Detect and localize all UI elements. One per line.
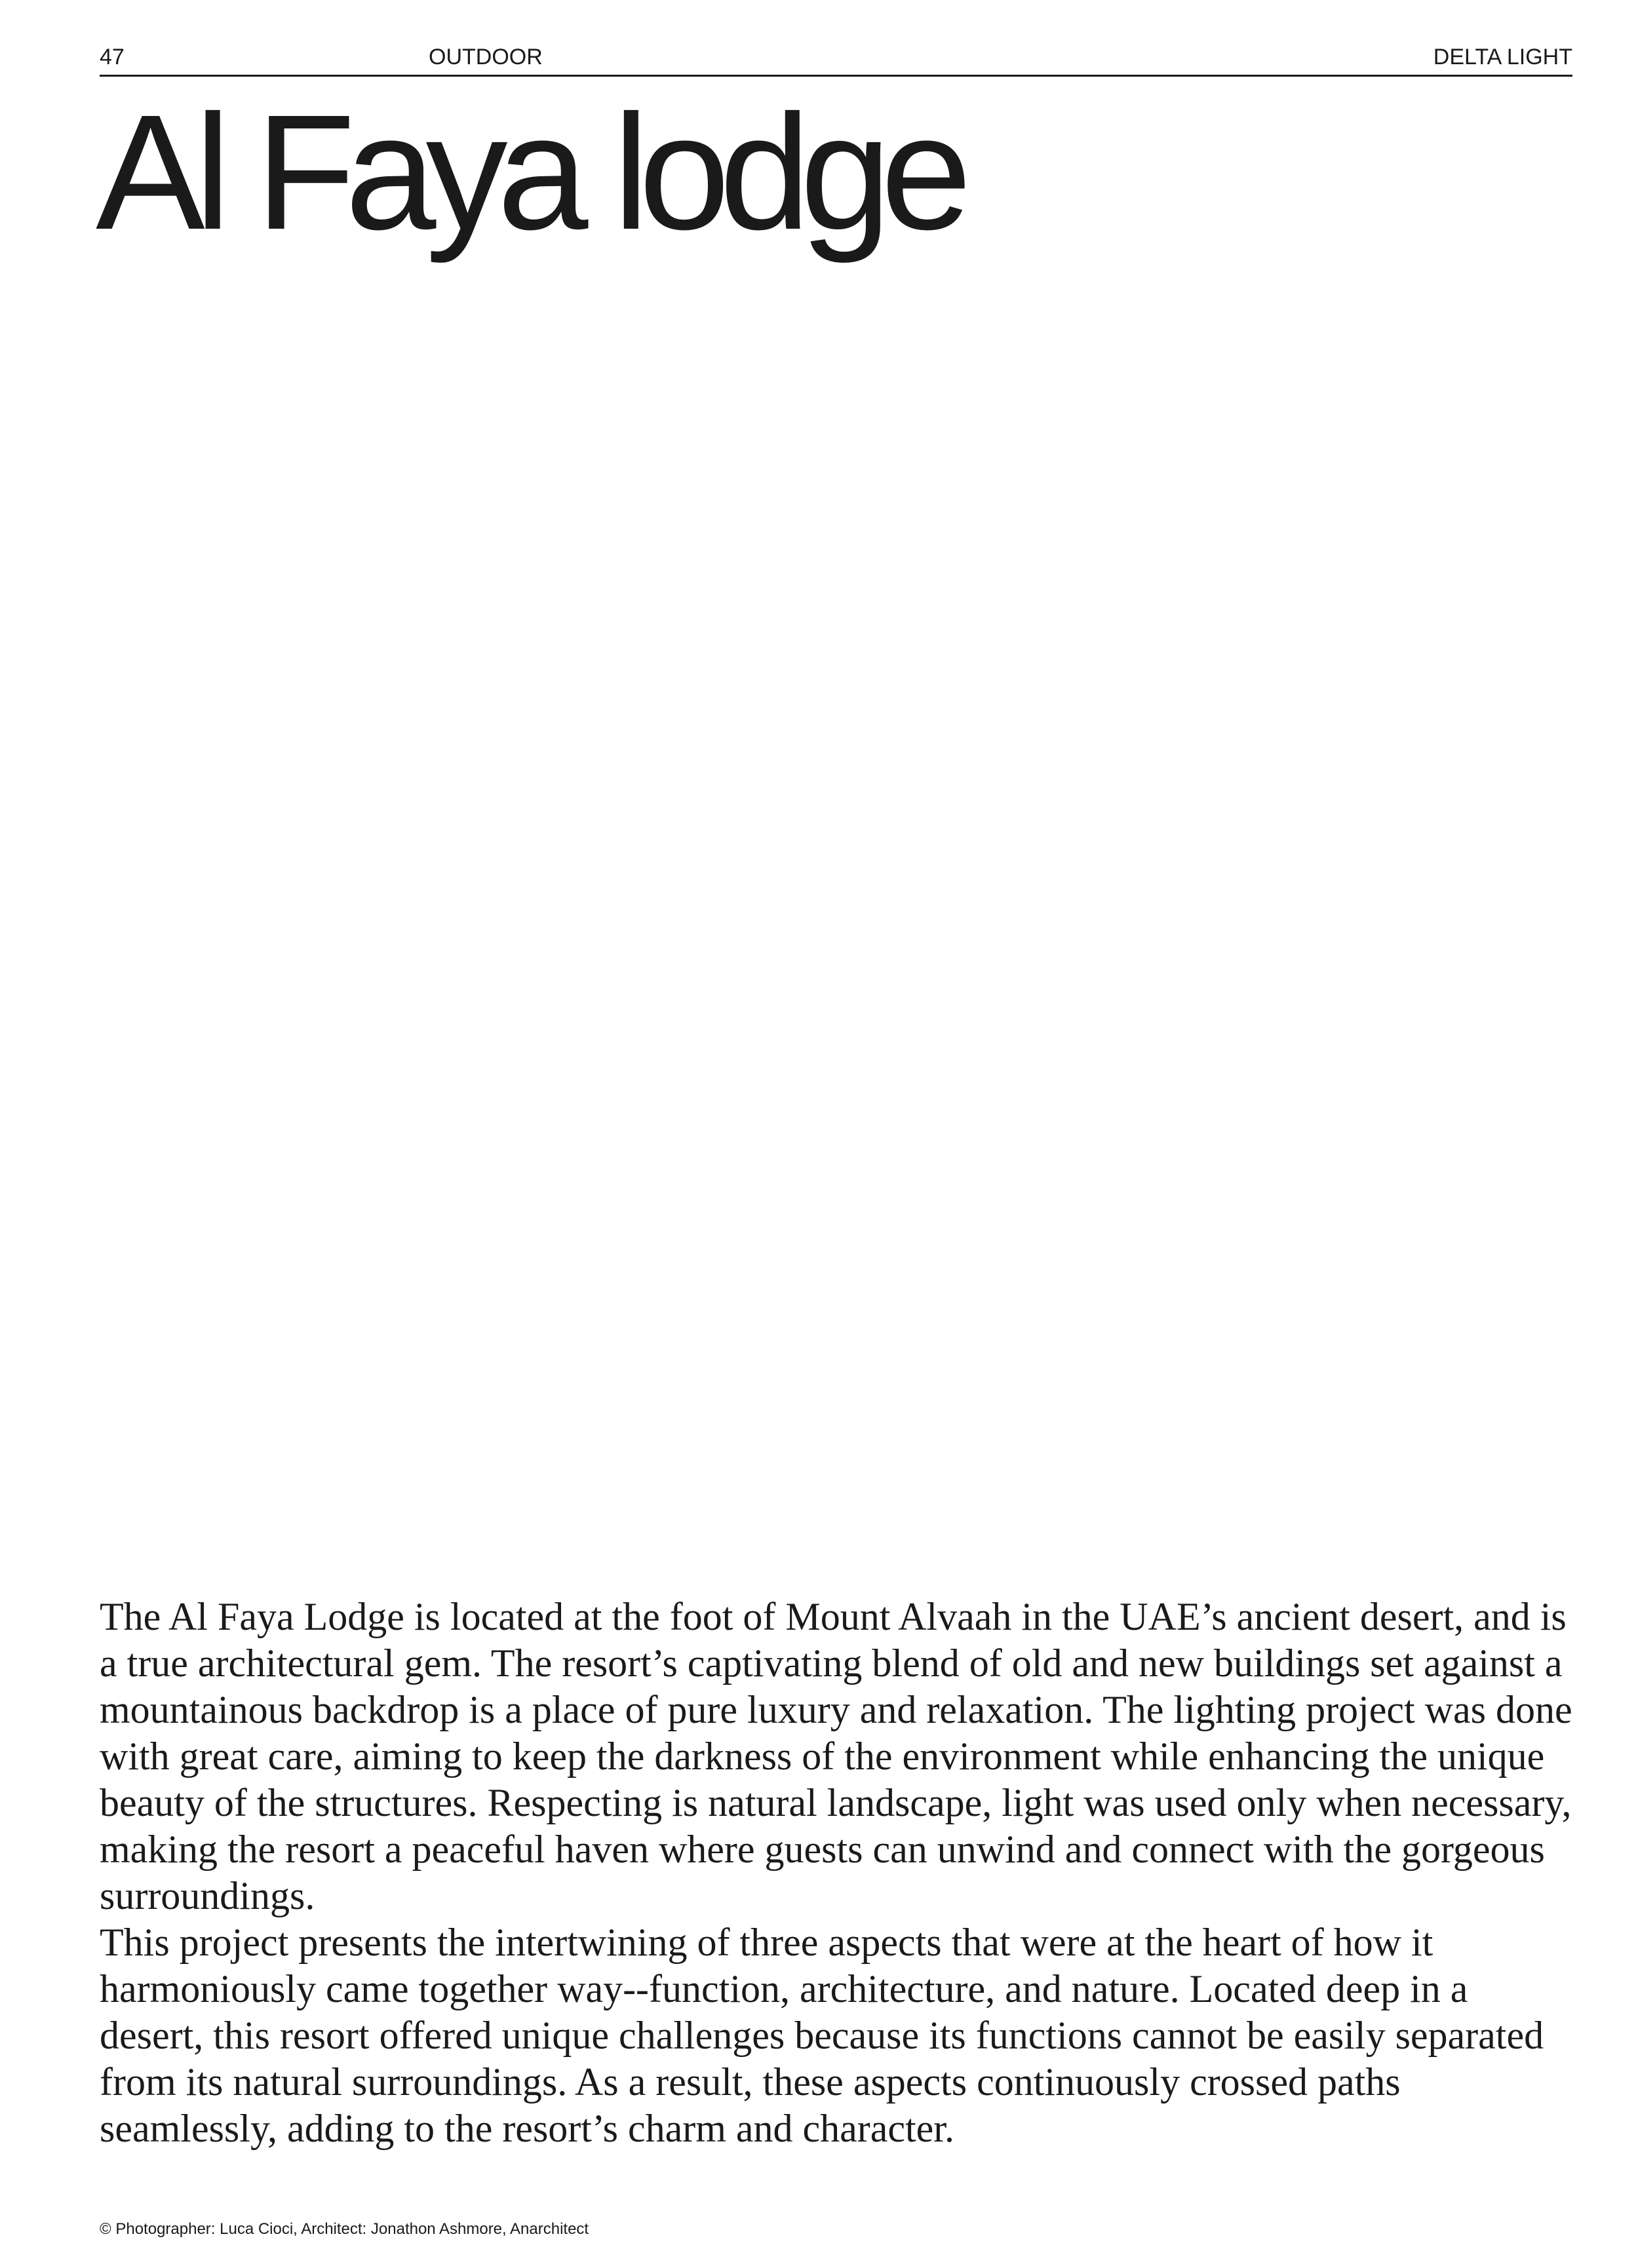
article-paragraph-2: This project presents the intertwining of three aspects that were at the heart of how it harmoniously came together way--function, architecture, and nature. Located deep in a desert, this resort offered unique challenges because its functions cannot be easily separated from its natural surroundings. As a result, these aspects continuously crossed paths seamlessly, adding to the resort’s charm and character. — [100, 1921, 1544, 2150]
brand-label: DELTA LIGHT — [1433, 45, 1572, 69]
article-body — [100, 1594, 1581, 2152]
section-label: OUTDOOR — [429, 45, 543, 69]
page-header — [100, 43, 1572, 77]
photo-credit: © Photographer: Luca Cioci, Architect: Jonathon Ashmore, Anarchitect — [100, 2220, 589, 2238]
page-title: Al Faya lodge — [96, 81, 962, 263]
article-paragraph-1: The Al Faya Lodge is located at the foot of Mount Alvaah in the UAE’s ancient desert, and is a true architectural gem. The resort’s captivating blend of old and new buildings set against a mountainous backdrop is a place of pure luxury and relaxation. The lighting project was done with great care, aiming to keep the darkness of the environment while enhancing the unique beauty of the structures. Respecting is natural landscape, light was used only when necessary, making the resort a peaceful haven where guests can unwind and connect with the gorgeous surroundings. — [100, 1595, 1572, 1917]
page-number: 47 — [100, 45, 125, 69]
